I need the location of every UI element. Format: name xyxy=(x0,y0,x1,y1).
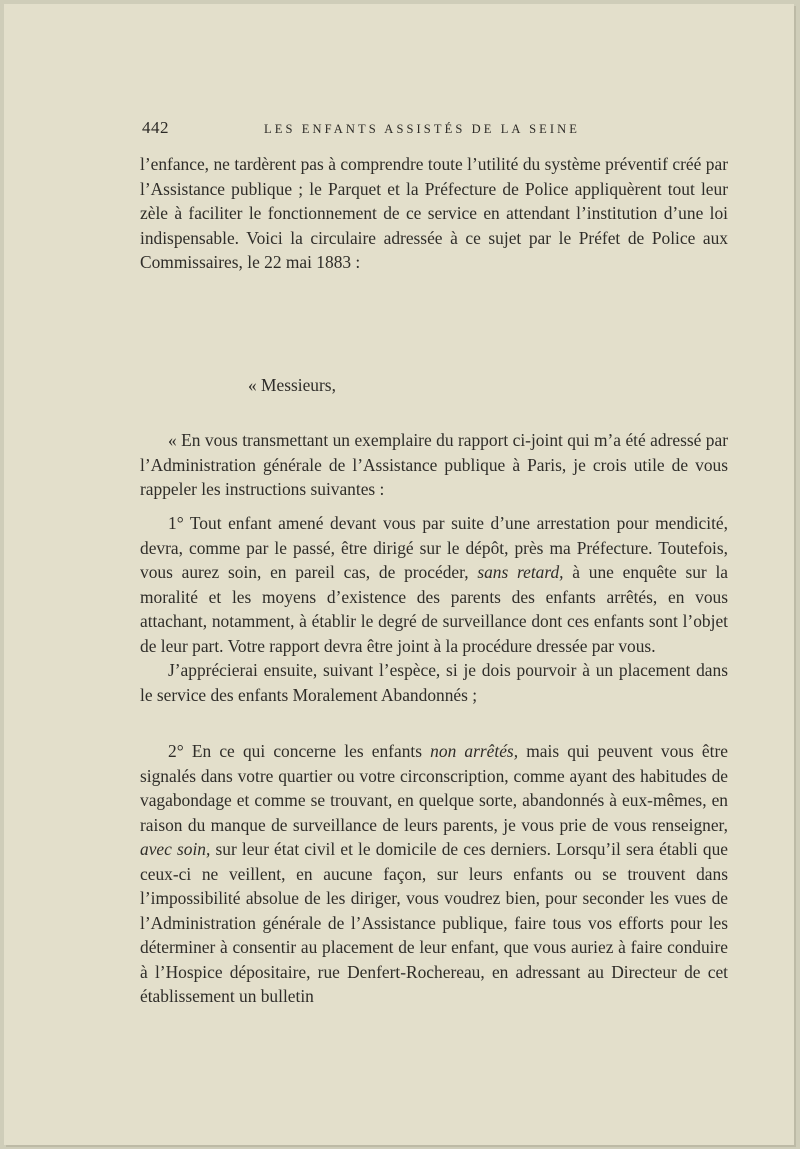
letter-item-2-block xyxy=(140,739,728,1009)
item-2-text-b: mais qui peuvent vous être signalés dans votre quartier ou votre circonscription, comme ayant des habitudes de vagabondage et comme se trouvant, en quelque sorte, abandonnés à eux-mêmes, en raison du manque de surveillance de leurs parents, je vous prie de vous renseigner, xyxy=(140,741,728,835)
item-1-text-b: à une enquête sur la moralité et les moyens d’existence des parents des enfants arrêtés, en vous attachant, notamment, à établir le degré de surveillance dont ces enfants sont l’objet de leur part. Votre rapport devra être joint à la procédure dressée par vous. xyxy=(140,562,729,656)
item-1-emphasis: sans retard, xyxy=(477,562,564,582)
letter-item-1-followup: J’apprécierai ensuite, suivant l’espèce, si je dois pourvoir à un placement dans le service des enfants Moralement Abandonnés ; xyxy=(140,660,728,705)
book-page xyxy=(4,4,794,1145)
intro-paragraph xyxy=(140,152,728,275)
letter-opening: « En vous transmettant un exemplaire du rapport ci-joint qui m’a été adressé par l’Administration générale de l’Assistance publique à Paris, je crois utile de vous rappeler les instructions suivantes : xyxy=(140,430,728,499)
running-title: LES ENFANTS ASSISTÉS DE LA SEINE xyxy=(264,122,581,136)
letter-salutation: « Messieurs, xyxy=(248,375,336,395)
letter-salutation-block xyxy=(140,373,728,398)
letter-item-2 xyxy=(140,739,728,1009)
page-number: 442 xyxy=(142,118,169,137)
item-1-text-a: 1° Tout enfant amené devant vous par suite d’une arrestation pour mendicité, devra, comme par le passé, être dirigé sur le dépôt, près ma Préfecture. Toutefois, vous aurez soin, en pareil cas, de procéder, xyxy=(140,513,728,582)
letter-item-1-block xyxy=(140,511,728,707)
letter-opening-block xyxy=(140,428,728,502)
intro-text: l’enfance, ne tardèrent pas à comprendre toute l’utilité du système préventif créé par l’Assistance publique ; le Parquet et la Préfecture de Police appliquèrent tout leur zèle à faciliter le fonctionnement de ce service en attendant l’institution d’une loi indispensable. Voici la circulaire adressée à ce sujet par le Préfet de Police aux Commissaires, le 22 mai 1883 : xyxy=(140,154,728,272)
item-2-text-a: 2° En ce qui concerne les enfants xyxy=(168,741,431,761)
letter-item-1 xyxy=(140,511,728,658)
item-2-text-c: sur leur état civil et le domicile de ces derniers. Lorsqu’il sera établi que ceux-ci ne veillent, en aucune façon, sur leurs enfants ou se trouvent dans l’impossibilité absolue de les diriger, vous voudrez bien, pour seconder les vues de l’Administration générale de l’Assistance publique, faire tous vos efforts pour les déterminer à consentir au placement de leur enfant, que vous auriez à faire conduire à l’Hospice dépositaire, rue Denfert-Rochereau, en adressant au Directeur de cet établissement un bulletin xyxy=(140,839,728,1006)
item-2-emphasis-2: avec soin, xyxy=(140,839,211,859)
item-2-emphasis-1: non arrêtés, xyxy=(430,741,519,761)
